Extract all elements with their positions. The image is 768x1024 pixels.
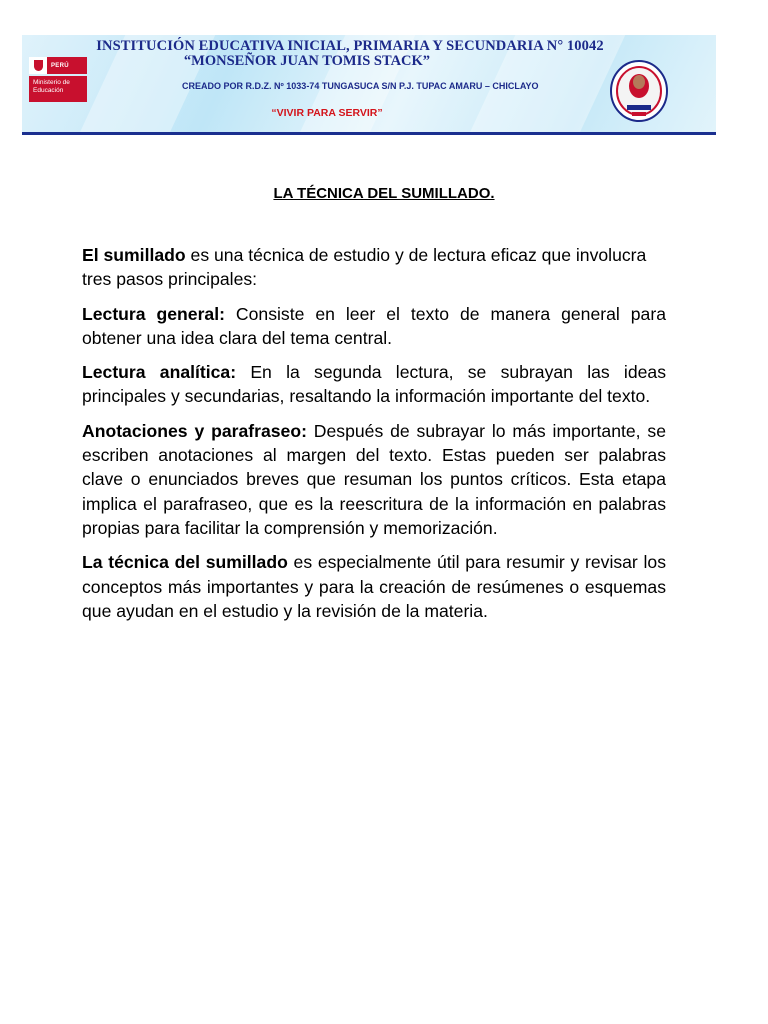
paragraph-conclusion xyxy=(82,550,666,623)
ministry-country: PERÚ xyxy=(47,57,87,74)
ministry-name: Ministerio de Educación xyxy=(29,76,87,102)
ministry-logo xyxy=(29,57,87,131)
paragraph-lead: Lectura analítica: xyxy=(82,362,237,383)
institution-name: INSTITUCIÓN EDUCATIVA INICIAL, PRIMARIA Y SECUNDARIA N° 10042 xyxy=(96,38,604,54)
paragraph-lead: Anotaciones y parafraseo: xyxy=(82,420,307,441)
paragraph-definition xyxy=(82,243,666,292)
paragraph-lead: La técnica del sumillado xyxy=(82,552,288,573)
school-motto: “VIVIR PARA SERVIR” xyxy=(271,107,383,119)
creation-decree: CREADO POR R.D.Z. Nº 1033-74 TUNGASUCA S/N P.J. TUPAC AMARU – CHICLAYO xyxy=(182,81,539,91)
header-divider xyxy=(22,132,716,135)
paragraph-text: es especialmente útil para resumir y revisar los conceptos más importantes y para la creación de resúmenes o esquemas que ayudan en el estudio y la revisión de la materia. xyxy=(82,552,666,621)
peru-shield-icon xyxy=(29,57,47,74)
paragraph-annotations xyxy=(82,419,666,540)
document-title: LA TÉCNICA DEL SUMILLADO. xyxy=(273,185,495,202)
school-crest-icon xyxy=(610,60,668,122)
document-body xyxy=(82,243,666,633)
paragraph-text: es una técnica de estudio y de lectura eficaz que involucra tres pasos principales: xyxy=(82,245,647,290)
header-banner xyxy=(22,35,716,135)
institution-patron: “MONSEÑOR JUAN TOMIS STACK” xyxy=(183,53,431,69)
paragraph-general-reading xyxy=(82,302,666,351)
paragraph-text: Después de subrayar lo más importante, se escriben anotaciones al margen del texto. Estas pueden ser palabras clave o enunciados breves que resuman los puntos críticos. Esta etapa implica el parafraseo, que es la reescritura de la información en palabras propias para facilitar la comprensión y memorización. xyxy=(82,420,666,538)
paragraph-lead: El sumillado xyxy=(82,245,186,265)
paragraph-lead: Lectura general: xyxy=(82,303,225,324)
paragraph-text: En la segunda lectura, se subrayan las ideas principales y secundarias, resaltando la información importante del texto. xyxy=(82,362,666,407)
paragraph-analytic-reading xyxy=(82,360,666,409)
paragraph-text: Consiste en leer el texto de manera general para obtener una idea clara del tema central. xyxy=(82,303,666,348)
